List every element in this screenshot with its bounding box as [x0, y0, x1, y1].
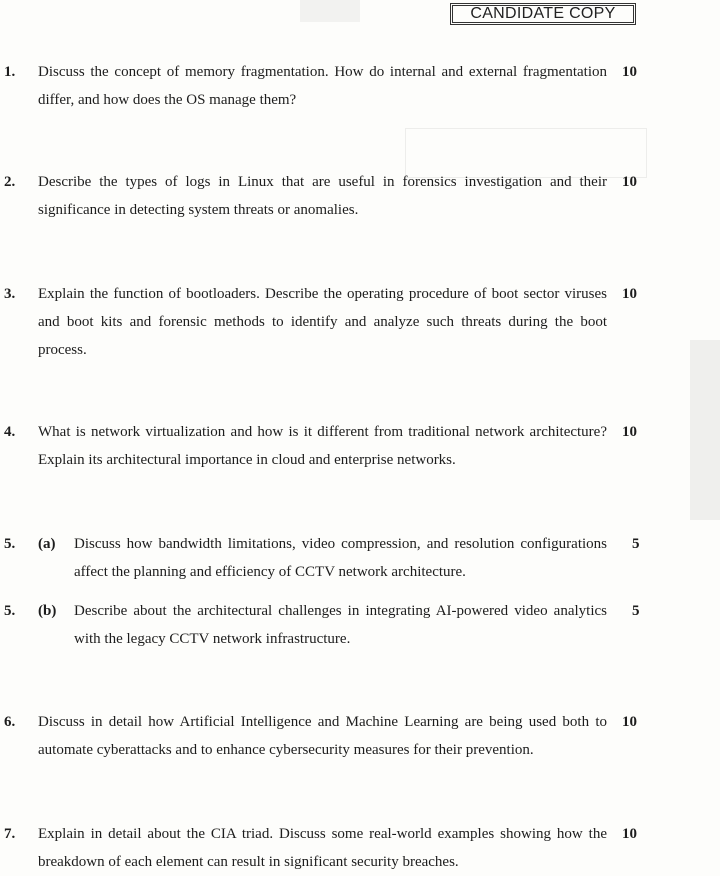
candidate-copy-label: CANDIDATE COPY [452, 5, 634, 23]
question-number: 7. [4, 826, 16, 842]
question-text: Discuss how bandwidth limitations, video compression, and resolution configurations affect the planning and efficiency of CCTV network architecture. [74, 536, 607, 580]
question-text: Discuss in detail how Artificial Intelligence and Machine Learning are being used both to automate cyberattacks and to enhance cybersecurity measures for their prevention. [38, 714, 607, 758]
question-number: 5. [4, 536, 16, 552]
question-text: Describe about the architectural challenges in integrating AI-powered video analytics with the legacy CCTV network infrastructure. [74, 603, 607, 647]
question-number: 2. [4, 174, 16, 190]
question-number: 1. [4, 64, 16, 80]
question-sub-label: (b) [38, 603, 57, 619]
question-marks: 5 [632, 536, 640, 552]
question-number: 6. [4, 714, 16, 730]
question-marks: 10 [622, 64, 637, 80]
question-text: Explain in detail about the CIA triad. Discuss some real-world examples showing how the breakdown of each element can result in significant security breaches. [38, 826, 607, 870]
question-marks: 10 [622, 826, 637, 842]
question-text: What is network virtualization and how is it different from traditional network architecture? Explain its architectural importance in cloud and enterprise networks. [38, 424, 607, 468]
question-number: 4. [4, 424, 16, 440]
question-marks: 5 [632, 603, 640, 619]
question-marks: 10 [622, 714, 637, 730]
question-text: Discuss the concept of memory fragmentation. How do internal and external fragmentation differ, and how does the OS manage them? [38, 64, 607, 108]
question-text: Describe the types of logs in Linux that are useful in forensics investigation and their significance in detecting system threats or anomalies. [38, 174, 607, 218]
question-number: 3. [4, 286, 16, 302]
show-through-edge [690, 340, 720, 520]
show-through-mark [300, 0, 360, 22]
question-marks: 10 [622, 174, 637, 190]
question-text: Explain the function of bootloaders. Describe the operating procedure of boot sector viruses and boot kits and forensic methods to identify and analyze such threats during the boot process. [38, 286, 607, 358]
question-sub-label: (a) [38, 536, 56, 552]
candidate-copy-stamp [450, 3, 636, 25]
question-number: 5. [4, 603, 16, 619]
question-marks: 10 [622, 286, 637, 302]
question-marks: 10 [622, 424, 637, 440]
